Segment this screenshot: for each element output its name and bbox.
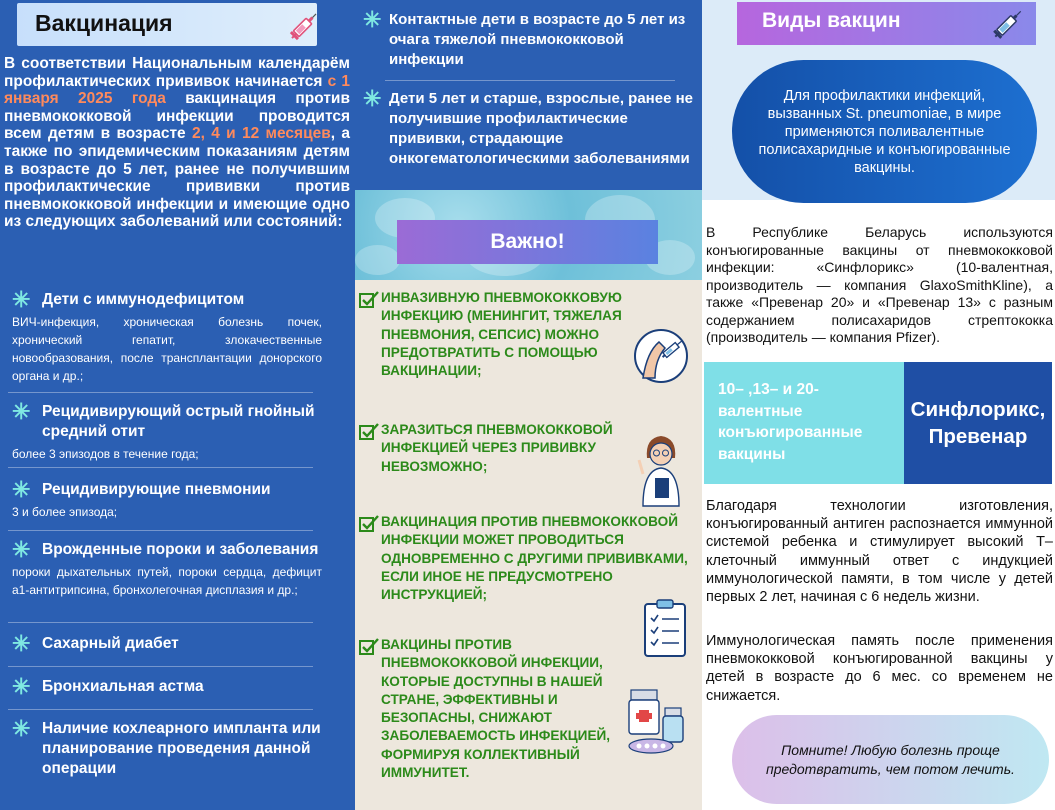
vaccination-arm-icon — [633, 328, 689, 384]
condition-title: Рецидивирующий острый гнойный средний отит — [42, 403, 315, 440]
important-item-text: ИНВАЗИВНУЮ ПНЕВМОКОККОВУЮ ИНФЕКЦИЮ (МЕНИНГИТ, ТЯЖЕЛАЯ ПНЕВМОНИЯ, СЕПСИС) МОЖНО ПРЕДОТВРАТИТЬ С ПОМОЩЬЮ ВАКЦИНАЦИИ; — [381, 290, 622, 379]
condition-title: Рецидивирующие пневмонии — [42, 481, 271, 498]
intro-text-3: , а также по эпидемическим показаниям детям в возрасте до 5 лет, ранее не получившим профилактические прививки против пневмококковой инфекции и имеющие одно из следующих заболеваний или состояний: — [4, 125, 351, 231]
condition-item — [12, 631, 322, 656]
vaccine-types-box — [704, 362, 904, 484]
condition-description: ВИЧ-инфекция, хроническая болезнь почек, хронический гепатит, злокачественные новообразования, после трансплантации донорского органа и др.; — [12, 315, 322, 383]
left-panel — [0, 0, 355, 810]
condition-title: Сахарный диабет — [42, 635, 179, 652]
intro-text-1: В соответствии Национальным календарём профилактических прививок начинается — [4, 55, 350, 90]
list-item — [363, 86, 693, 169]
divider — [8, 666, 313, 667]
divider — [8, 622, 313, 623]
memory-paragraph: Иммунологическая память после применения пневмококковой конъюгированной вакцины у детей в возрасте до 6 мес. со временем не снижается. — [706, 633, 1053, 704]
condition-item — [12, 537, 322, 599]
reminder-text: Помните! Любую болезнь проще предотвратить, чем потом лечить. — [766, 741, 1015, 777]
belarus-vaccines-paragraph: В Республике Беларусь используются конъюгированные вакцины от пневмококковой инфекции: «Синфлорикс» (10-валентная, производитель — компания GlaxoSmithKline), а также «Превенар 20» и «Превенар 13» с разным содержанием полисахаридов стрептококка (производитель — компания Pfizer). — [706, 224, 1053, 345]
list-item-text: Дети 5 лет и старше, взрослые, ранее не получившие профилактические прививки, страдающие онкогематологическими заболеваниями — [389, 90, 693, 167]
doctor-icon — [633, 428, 689, 508]
section-title: Вакцинация — [35, 10, 173, 36]
checkbox-check-icon — [359, 291, 381, 309]
condition-title: Врожденные пороки и заболевания — [42, 541, 319, 558]
condition-description: более 3 эпизодов в течение года; — [12, 447, 199, 461]
snowflake-icon: ✳ — [12, 399, 31, 424]
important-title: Важно! — [490, 230, 565, 253]
vaccine-types-text: 10– ,13– и 20-валентные конъюгированные вакцины — [718, 381, 863, 463]
intro-start-date: с 1 января 2025 года — [4, 72, 350, 108]
intro-paragraph — [4, 55, 350, 231]
important-item — [359, 421, 649, 476]
important-title-box — [397, 220, 658, 264]
checkbox-check-icon — [359, 423, 381, 441]
condition-title: Наличие кохлеарного импланта или планирование проведения данной операции — [42, 720, 321, 777]
condition-item — [12, 716, 322, 779]
snowflake-icon: ✳ — [363, 86, 382, 111]
important-item-text: ВАКЦИНЫ ПРОТИВ ПНЕВМОКОККОВОЙ ИНФЕКЦИИ, КОТОРЫЕ ДОСТУПНЫ В НАШЕЙ СТРАНЕ, ЭФФЕКТИВНЫ И БЕЗОПАСНЫ, СНИЖАЮТ ЗАБОЛЕВАЕМОСТЬ ИНФЕКЦИЕЙ, ФОРМИРУЯ КОЛЛЕКТИВНЫЙ ИММУНИТЕТ. — [381, 637, 611, 781]
divider — [8, 530, 313, 531]
important-item — [359, 289, 649, 380]
section-title: Виды вакцин — [762, 9, 901, 32]
list-item-text: Контактные дети в возрасте до 5 лет из очага тяжелой пневмококковой инфекции — [389, 11, 686, 68]
important-item — [359, 636, 629, 782]
info-circle-text: Для профилактики инфекций, вызванных St. pneumoniae, в мире применяются поливалентные полисахаридные и конъюгированные вакцины. — [758, 87, 1011, 176]
condition-item — [12, 477, 322, 521]
middle-panel — [355, 0, 702, 810]
info-circle — [732, 60, 1037, 203]
checkbox-check-icon — [359, 515, 381, 533]
snowflake-icon: ✳ — [12, 716, 31, 741]
snowflake-icon: ✳ — [12, 287, 31, 312]
divider — [385, 80, 675, 81]
snowflake-icon: ✳ — [12, 631, 31, 656]
snowflake-icon: ✳ — [12, 477, 31, 502]
list-item — [363, 7, 693, 70]
contacts-block — [355, 0, 702, 190]
right-panel — [702, 0, 1055, 810]
divider — [8, 392, 313, 393]
intro-ages: 2, 4 и 12 месяцев — [191, 125, 331, 143]
snowflake-icon: ✳ — [12, 674, 31, 699]
condition-title: Бронхиальная астма — [42, 678, 204, 695]
snowflake-icon: ✳ — [12, 537, 31, 562]
important-item-text: ВАКЦИНАЦИЯ ПРОТИВ ПНЕВМОКОККОВОЙ ИНФЕКЦИИ МОЖЕТ ПРОВОДИТЬСЯ ОДНОВРЕМЕННО С ДРУГИМИ ПРИВИВКАМИ, ЕСЛИ ИНОЕ НЕ ПРЕДУСМОТРЕНО ИНСТРУКЦИЕЙ; — [381, 514, 688, 603]
syringe-icon — [990, 6, 1026, 42]
reminder-box — [732, 715, 1049, 804]
important-item-text: ЗАРАЗИТЬСЯ ПНЕВМОКОККОВОЙ ИНФЕКЦИЕЙ ЧЕРЕЗ ПРИВИВКУ НЕВОЗМОЖНО; — [381, 422, 613, 474]
vaccine-names-text: Синфлорикс, Превенар — [910, 398, 1046, 448]
condition-title: Дети с иммунодефицитом — [42, 291, 245, 308]
syringe-icon — [287, 9, 321, 43]
section-title-box — [737, 2, 1036, 45]
divider — [8, 467, 313, 468]
snowflake-icon: ✳ — [363, 7, 382, 32]
divider — [8, 709, 313, 710]
condition-description: пороки дыхательных путей, пороки сердца, дефицит а1-антитрипсина, бронхолегочная дисплазия и др.; — [12, 565, 322, 597]
section-title-box — [17, 3, 317, 46]
checkbox-check-icon — [359, 638, 381, 656]
condition-item — [12, 399, 322, 463]
vaccine-names-box — [904, 362, 1052, 484]
clipboard-checklist-icon — [641, 598, 689, 658]
intro-text-2: вакцинация против пневмококковой инфекции проводится всем детям в возрасте — [4, 90, 350, 143]
condition-item — [12, 287, 322, 385]
condition-description: 3 и более эпизода; — [12, 505, 118, 519]
condition-item — [12, 674, 322, 699]
medicine-bottles-icon — [625, 680, 697, 760]
technology-paragraph: Благодаря технологии изготовления, конъюгированный антиген распознается иммунной системой ребенка и стимулирует высокий Т–клеточный иммунный ответ с индукцией иммунологической памяти, в том числе у детей первых 2 лет, начиная с 6 недель жизни. — [706, 498, 1053, 606]
important-item — [359, 513, 694, 604]
